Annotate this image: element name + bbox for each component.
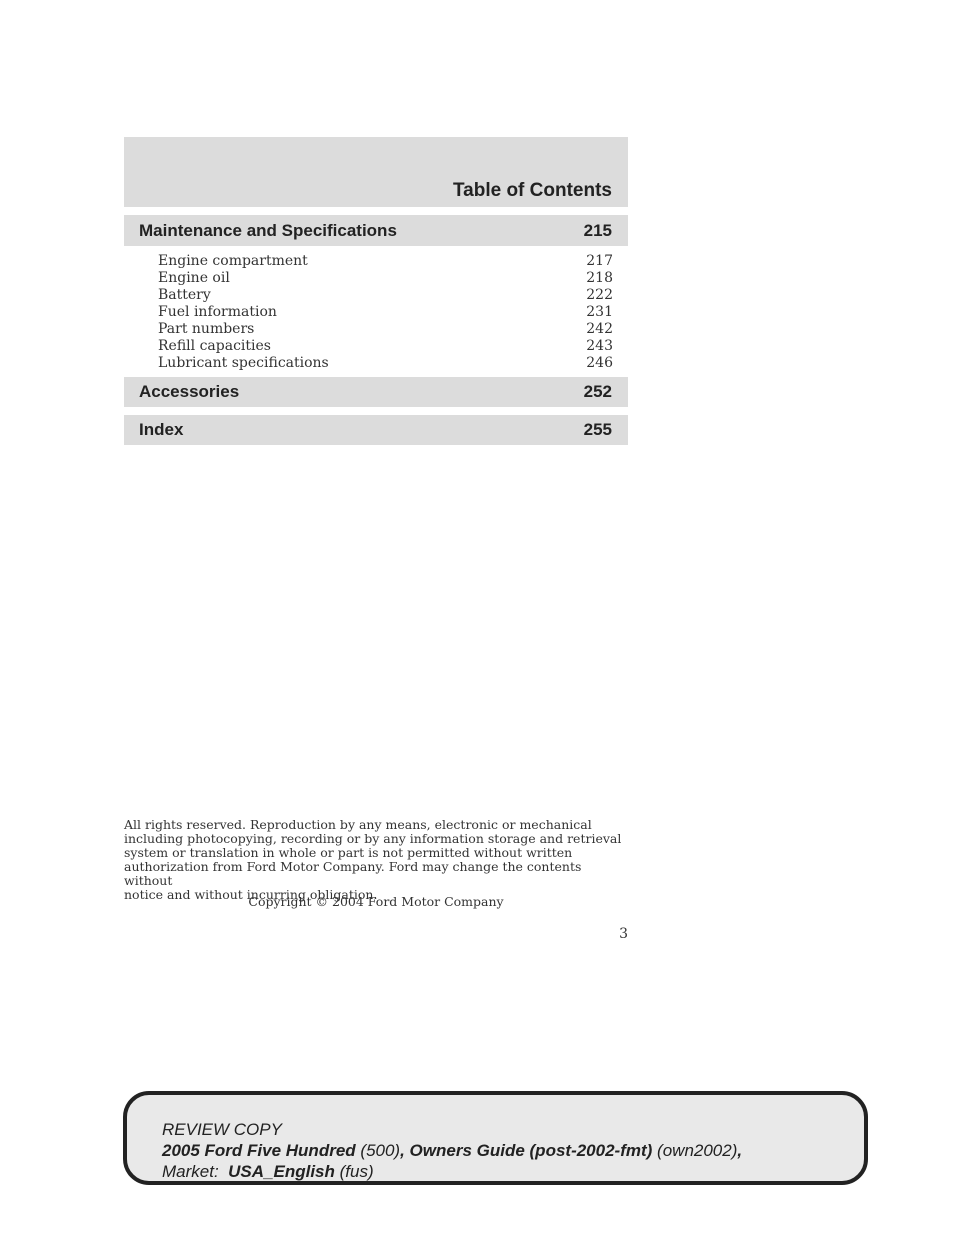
subsection-item[interactable] <box>158 253 613 270</box>
section-label: Maintenance and Specifications <box>139 220 397 240</box>
review-copy-box <box>123 1091 868 1185</box>
separator: , <box>737 1141 743 1160</box>
rights-notice <box>124 818 628 902</box>
section-page: 215 <box>583 220 612 240</box>
vehicle-code: (500) <box>360 1141 401 1160</box>
guide-name: Owners Guide (post-2002-fmt) <box>409 1141 653 1160</box>
section-accessories[interactable] <box>124 377 628 407</box>
subsection-page: 222 <box>586 287 613 303</box>
separator: , <box>400 1141 410 1160</box>
subsection-page: 243 <box>586 338 613 354</box>
review-copy-text <box>162 1119 742 1182</box>
section-maintenance[interactable] <box>124 215 628 246</box>
subsection-label: Part numbers <box>158 321 255 337</box>
rights-line: authorization from Ford Motor Company. Ford may change the contents without <box>124 859 582 888</box>
rights-line: All rights reserved. Reproduction by any means, electronic or mechanical <box>124 817 592 832</box>
subsection-item[interactable] <box>158 321 613 338</box>
subsection-list <box>158 253 613 372</box>
review-guide-line <box>162 1140 742 1161</box>
market-code: (fus) <box>339 1162 374 1181</box>
toc-header <box>124 137 628 207</box>
subsection-page: 218 <box>586 270 613 286</box>
subsection-label: Lubricant specifications <box>158 355 329 371</box>
section-page: 252 <box>583 382 612 401</box>
subsection-item[interactable] <box>158 338 613 355</box>
rights-line: notice and without incurring obligation. <box>124 887 378 902</box>
subsection-page: 231 <box>586 304 613 320</box>
subsection-item[interactable] <box>158 287 613 304</box>
subsection-label: Engine oil <box>158 270 230 286</box>
subsection-item[interactable] <box>158 355 613 372</box>
section-page: 255 <box>583 420 612 439</box>
subsection-item[interactable] <box>158 270 613 287</box>
copyright-line: Copyright © 2004 Ford Motor Company <box>248 894 504 909</box>
subsection-item[interactable] <box>158 304 613 321</box>
market-name: USA_English <box>228 1162 335 1181</box>
subsection-page: 242 <box>586 321 613 337</box>
toc-title: Table of Contents <box>452 180 612 201</box>
rights-line: including photocopying, recording or by any information storage and retrieval <box>124 831 622 846</box>
review-market-line <box>162 1161 742 1182</box>
subsection-page: 217 <box>586 253 613 269</box>
review-label: REVIEW COPY <box>162 1120 282 1139</box>
section-label: Index <box>139 420 184 439</box>
subsection-label: Refill capacities <box>158 338 271 354</box>
market-label: Market: <box>162 1162 219 1181</box>
rights-line: system or translation in whole or part is not permitted without written <box>124 845 573 860</box>
page-number: 3 <box>619 926 628 942</box>
section-label: Accessories <box>139 382 240 401</box>
vehicle-name: 2005 Ford Five Hundred <box>162 1141 356 1160</box>
section-index[interactable] <box>124 415 628 445</box>
subsection-page: 246 <box>586 355 613 371</box>
subsection-label: Engine compartment <box>158 253 308 269</box>
subsection-label: Fuel information <box>158 304 277 320</box>
subsection-label: Battery <box>158 287 211 303</box>
guide-code: (own2002) <box>657 1141 738 1160</box>
